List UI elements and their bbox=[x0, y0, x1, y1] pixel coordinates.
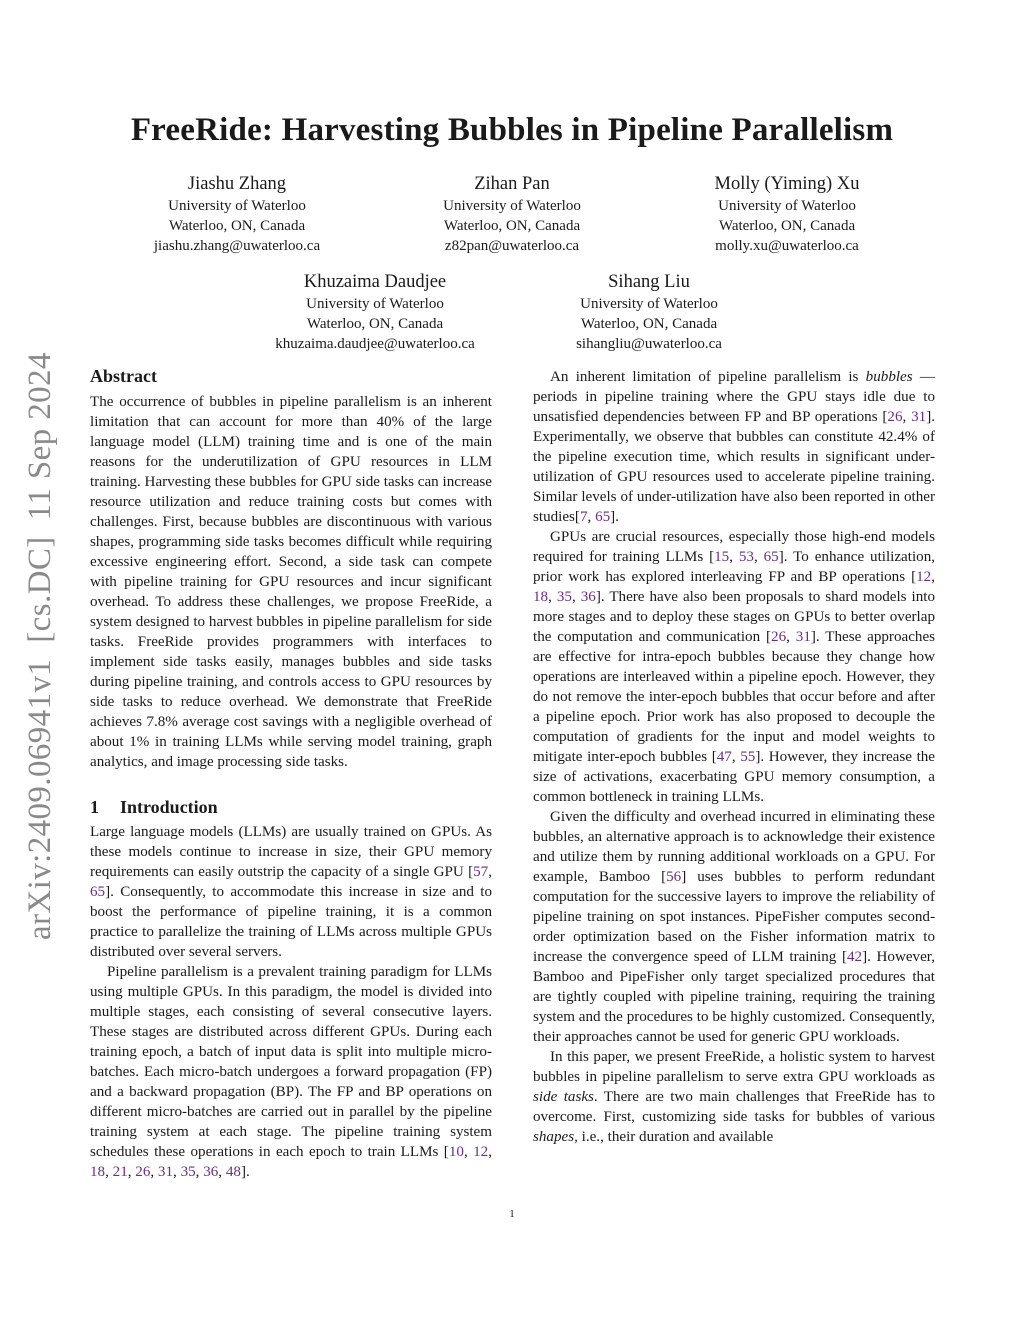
author-affiliation: University of Waterloo bbox=[580, 296, 718, 312]
abstract-heading: Abstract bbox=[90, 366, 157, 386]
citation-link[interactable]: 65 bbox=[90, 884, 106, 900]
author-email: khuzaima.daudjee@uwaterloo.ca bbox=[275, 336, 475, 352]
citation-link[interactable]: 21 bbox=[112, 1164, 128, 1180]
citation-link[interactable]: 18 bbox=[90, 1164, 106, 1180]
author-location: Waterloo, ON, Canada bbox=[306, 316, 444, 332]
author-block bbox=[362, 172, 662, 256]
author-location: Waterloo, ON, Canada bbox=[168, 218, 306, 234]
citation-link[interactable]: 35 bbox=[180, 1164, 196, 1180]
arxiv-sidebar bbox=[22, 352, 62, 940]
author-email: z82pan@uwaterloo.ca bbox=[444, 238, 580, 254]
citation-link[interactable]: 57 bbox=[473, 864, 489, 880]
page-number: 1 bbox=[509, 1208, 515, 1220]
author-affiliation: University of Waterloo bbox=[306, 296, 444, 312]
citation-link[interactable]: 55 bbox=[740, 749, 756, 765]
citation-link[interactable]: 36 bbox=[203, 1164, 219, 1180]
paragraph: Given the difficulty and overhead incurred in eliminating these bubbles, an alternative approach is to acknowledge their existence and utilize them by running additional workloads on a GPU. For example, Bamboo [56] uses bubbles to perform redundant computation for the successive layers to improve the reliability of pipeline training on spot instances. PipeFisher computes second-order optimization based on the Fisher information matrix to increase the convergence speed of LLM training [42]. However, Bamboo and PipeFisher only target specialized procedures that are tightly coupled with pipeline training, requiring the training system and the procedures to be highly customized. Consequently, their approaches cannot be used for generic GPU workloads. bbox=[533, 809, 935, 1045]
arxiv-category: [cs.DC] bbox=[22, 536, 58, 643]
author-block bbox=[637, 172, 937, 256]
paragraph: An inherent limitation of pipeline parallelism is bubbles — periods in pipeline training where the GPU stays idle due to unsatisfied dependencies between FP and BP operations [26, 31]. Experimentally, we observe that bubbles can constitute 42.4% of the pipeline execution time, which results in significant under-utilization of GPU resources used to accelerate pipeline training. Similar levels of under-utilization have also been reported in other studies[7, 65]. bbox=[533, 369, 935, 525]
citation-link[interactable]: 12 bbox=[916, 569, 932, 585]
citation-link[interactable]: 31 bbox=[795, 629, 811, 645]
citation-link[interactable]: 15 bbox=[714, 549, 730, 565]
author-name: Khuzaima Daudjee bbox=[303, 272, 447, 292]
paper-title: FreeRide: Harvesting Bubbles in Pipeline Parallelism bbox=[130, 112, 894, 148]
section-title: Introduction bbox=[120, 797, 218, 817]
citation-link[interactable]: 56 bbox=[666, 869, 682, 885]
left-column bbox=[90, 366, 492, 1182]
author-affiliation: University of Waterloo bbox=[443, 198, 581, 214]
paragraph: Large language models (LLMs) are usually trained on GPUs. As these models continue to increase in size, their GPU memory requirements can easily outstrip the capacity of a single GPU [57, 65]. Consequently, to accommodate this increase in size and to boost the performance of pipeline training, it is a common practice to parallelize the training of LLMs across multiple GPUs distributed over several servers. bbox=[90, 824, 492, 960]
author-email: sihangliu@uwaterloo.ca bbox=[576, 336, 722, 352]
author-location: Waterloo, ON, Canada bbox=[718, 218, 856, 234]
paragraph: In this paper, we present FreeRide, a holistic system to harvest bubbles in pipeline parallelism to serve extra GPU workloads as side tasks. There are two main challenges that FreeRide has to overcome. First, customizing side tasks for bubbles of various shapes, i.e., their duration and available bbox=[533, 1049, 935, 1145]
citation-link[interactable]: 31 bbox=[911, 409, 927, 425]
citation-link[interactable]: 47 bbox=[716, 749, 732, 765]
citation-link[interactable]: 42 bbox=[846, 949, 863, 965]
citation-link[interactable]: 26 bbox=[887, 409, 903, 425]
citation-link[interactable]: 7 bbox=[579, 509, 588, 525]
right-column bbox=[533, 367, 935, 1147]
paragraph: Pipeline parallelism is a prevalent training paradigm for LLMs using multiple GPUs. In this paradigm, the model is divided into multiple stages, each consisting of several consecutive layers. These stages are distributed across different GPUs. During each training epoch, a batch of input data is split into multiple micro-batches. Each micro-batch undergoes a forward propagation (FP) and a backward propagation (BP). The FP and BP operations on different micro-batches are carried out in parallel by the pipeline training system at each stage. The pipeline training system schedules these operations in each epoch to train LLMs [10, 12, 18, 21, 26, 31, 35, 36, 48]. bbox=[90, 964, 492, 1180]
citation-link[interactable]: 65 bbox=[763, 549, 779, 565]
citation-link[interactable]: 26 bbox=[771, 629, 787, 645]
citation-link[interactable]: 10 bbox=[448, 1144, 464, 1160]
author-name: Zihan Pan bbox=[474, 174, 550, 194]
author-affiliation: University of Waterloo bbox=[168, 198, 306, 214]
citation-link[interactable]: 36 bbox=[580, 589, 596, 605]
author-location: Waterloo, ON, Canada bbox=[443, 218, 581, 234]
author-name: Molly (Yiming) Xu bbox=[714, 174, 860, 194]
arxiv-id: arXiv:2409.06941v1 bbox=[22, 658, 58, 940]
section-heading bbox=[90, 797, 492, 817]
author-location: Waterloo, ON, Canada bbox=[580, 316, 718, 332]
citation-link[interactable]: 35 bbox=[556, 589, 572, 605]
author-name: Jiashu Zhang bbox=[187, 174, 287, 194]
citation-link[interactable]: 65 bbox=[595, 509, 611, 525]
author-affiliation: University of Waterloo bbox=[718, 198, 856, 214]
citation-link[interactable]: 53 bbox=[738, 549, 754, 565]
citation-link[interactable]: 12 bbox=[473, 1144, 489, 1160]
arxiv-date: 11 Sep 2024 bbox=[22, 352, 58, 521]
author-block bbox=[87, 172, 387, 256]
paragraph: GPUs are crucial resources, especially those high-end models required for training LLMs [15, 53, 65]. To enhance utilization, prior work has explored interleaving FP and BP operations [12, 18, 35, 36]. There have also been proposals to shard models into more stages and to deploy these stages on GPUs to better overlap the computation and communication [26, 31]. These approaches are effective for intra-epoch bubbles because they change how operations are interleaved within a pipeline epoch. However, they do not remove the inter-epoch bubbles that occur before and after a pipeline epoch. Prior work has also proposed to decouple the computation of gradients for the input and model weights to mitigate inter-epoch bubbles [47, 55]. However, they increase the size of activations, exacerbating GPU memory consumption, a common bottleneck in training LLMs. bbox=[533, 529, 936, 805]
citation-link[interactable]: 18 bbox=[533, 589, 549, 605]
abstract-text: The occurrence of bubbles in pipeline parallelism is an inherent limitation that can account for more than 40% of the large language model (LLM) training time and is one of the main reasons for the underutilization of GPU resources in LLM training. Harvesting these bubbles for GPU side tasks can increase resource utilization and reduce training costs but comes with challenges. First, because bubbles are discontinuous with various shapes, programming side tasks becomes difficult while requiring excessive engineering effort. Second, a side task can compete with pipeline training for GPU resources and incur significant overhead. To address these challenges, we propose FreeRide, a system designed to harvest bubbles in pipeline parallelism for side tasks. FreeRide provides programmers with interfaces to implement side tasks easily, manages bubbles and side tasks during pipeline training, and controls access to GPU resources by side tasks to reduce overhead. We demonstrate that FreeRide achieves 7.8% average cost savings with a negligible overhead of about 1% in training LLMs while serving model training, graph analytics, and image processing side tasks. bbox=[90, 394, 492, 770]
author-email: molly.xu@uwaterloo.ca bbox=[715, 238, 859, 254]
author-block bbox=[499, 270, 799, 354]
author-block bbox=[225, 270, 525, 354]
author-email: jiashu.zhang@uwaterloo.ca bbox=[153, 238, 321, 254]
author-name: Sihang Liu bbox=[608, 272, 690, 292]
citation-link[interactable]: 26 bbox=[135, 1164, 151, 1180]
section-number: 1 bbox=[90, 797, 99, 817]
citation-link[interactable]: 31 bbox=[157, 1164, 174, 1180]
citation-link[interactable]: 48 bbox=[225, 1164, 241, 1180]
